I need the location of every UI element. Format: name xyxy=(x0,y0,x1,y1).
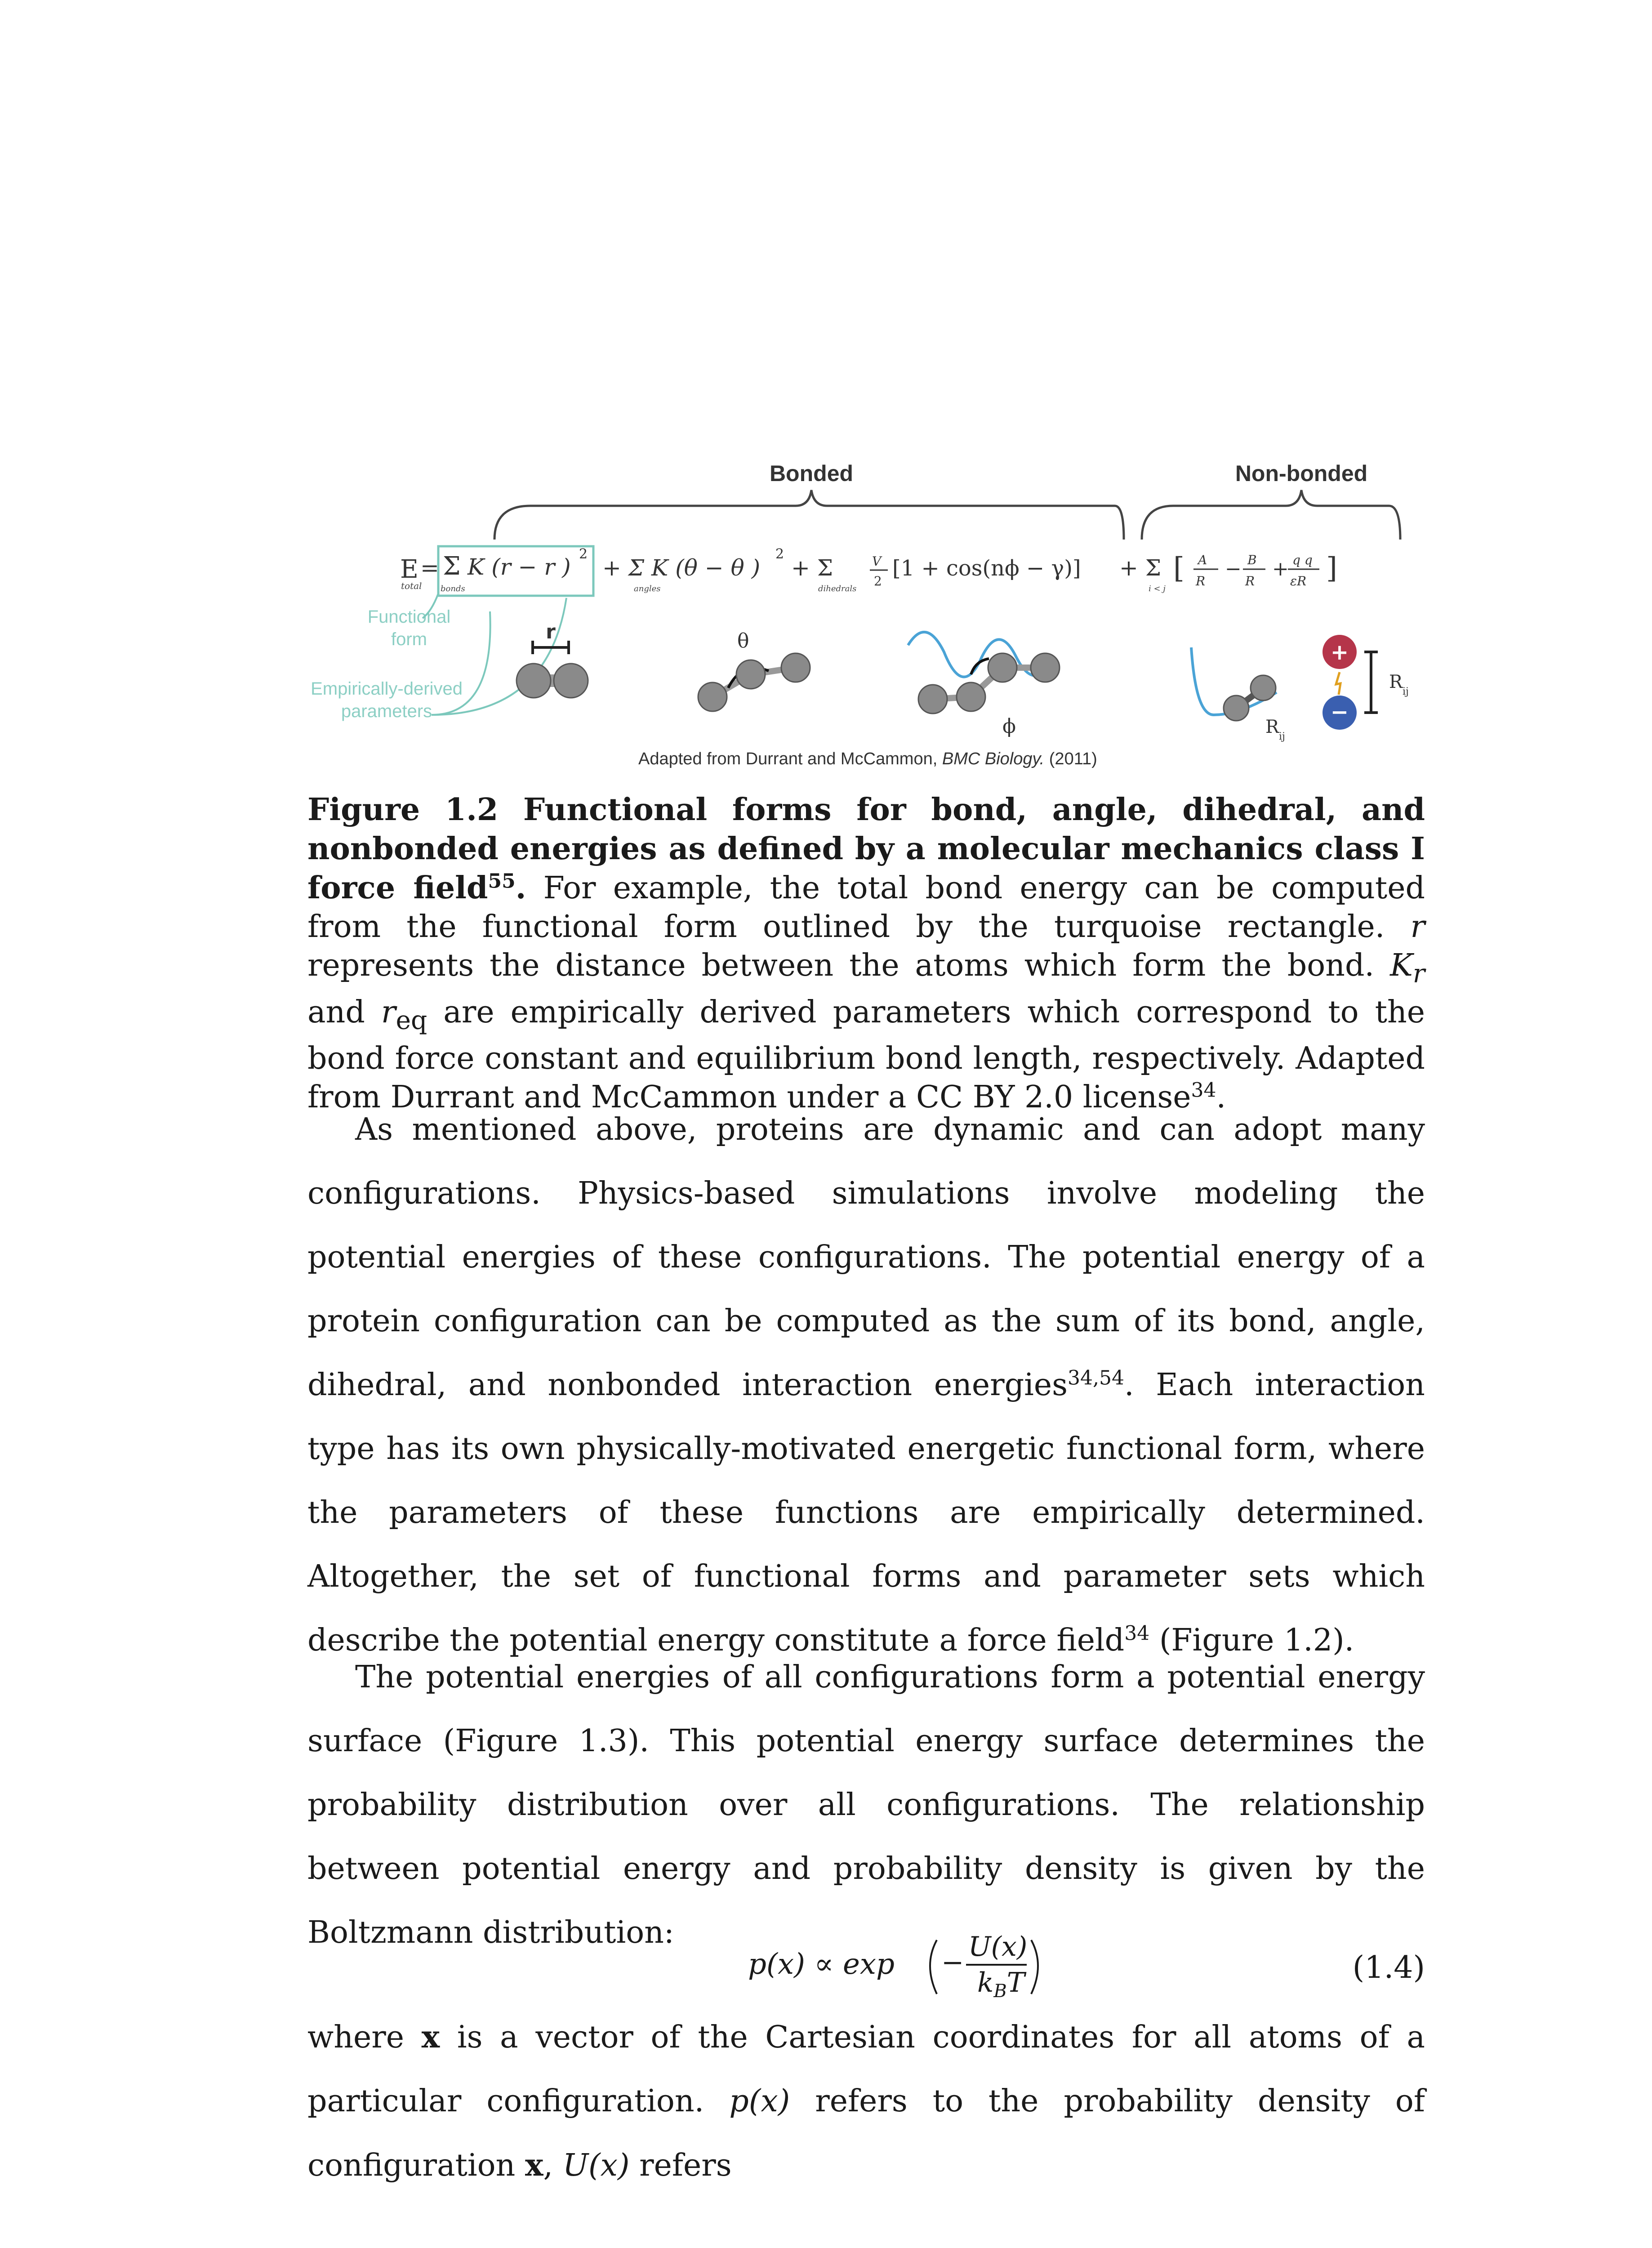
functional-form-label-1: Functional xyxy=(367,607,451,627)
qq-denominator: εR xyxy=(1290,574,1307,589)
lj-atom-2 xyxy=(1251,675,1276,700)
nonbonded-brace xyxy=(1142,490,1400,540)
bij-denominator: R xyxy=(1245,574,1255,589)
p2-text: The potential energies of all configurations form a potential energy surface (Figure 1.3). This potential energy surface determines the probability distribution over all configurations. The relationship between potential energy and probability density is given by the Boltzmann distribution: xyxy=(307,1659,1425,1950)
bond-term: K (r − r ) xyxy=(468,554,571,580)
caption-label: Figure 1.2 xyxy=(307,792,499,828)
sum-bonds: Σ xyxy=(443,552,461,581)
p3-text-a: where xyxy=(307,2020,422,2055)
dihedral-atom-2 xyxy=(957,682,985,711)
etotal-symbol: E xyxy=(400,555,419,584)
plus-sign: + xyxy=(1272,558,1289,580)
attraction-spark xyxy=(1336,672,1340,695)
bond-atom-right xyxy=(554,664,588,698)
figure-source xyxy=(638,749,1097,768)
p3-x-symbol: x xyxy=(421,2019,440,2055)
angle-square: 2 xyxy=(775,546,784,562)
p3-text-e: refers xyxy=(629,2148,732,2183)
caption-kr-sub: r xyxy=(1412,959,1425,989)
denominator-k: k xyxy=(977,1967,994,1998)
vn-fraction-bottom: 2 xyxy=(874,574,882,589)
qq-numerator: q q xyxy=(1292,553,1313,567)
minus-sign: − xyxy=(1225,558,1242,580)
bond-square: 2 xyxy=(579,546,588,562)
equation-number: (1.4) xyxy=(1352,1950,1425,1985)
nonbonded-heading: Non-bonded xyxy=(1235,463,1368,486)
bonded-brace xyxy=(494,490,1124,540)
caption-end: . xyxy=(1216,1079,1226,1115)
p1-text-a: As mentioned above, proteins are dynamic and can adopt many configurations. Physics-based simulations involve modeling the potential energies of these configurations. The potential energy of a protein configuration can be computed as the sum of its bond, angle, dihedral, and nonbonded interaction energies xyxy=(307,1112,1425,1403)
source-year: (2011) xyxy=(1044,749,1097,768)
dihedral-atom-3 xyxy=(988,653,1017,682)
p3-x-symbol-2: x xyxy=(525,2147,543,2183)
empirical-label-1: Empirically-derived xyxy=(311,679,463,699)
left-bracket: [ xyxy=(1173,552,1184,585)
caption-kr-symbol: K xyxy=(1390,948,1413,983)
r-label: r xyxy=(546,620,556,643)
lj-atom-1 xyxy=(1224,696,1249,721)
vn-fraction-top: V xyxy=(872,554,882,569)
caption-req-symbol: r xyxy=(381,994,396,1030)
angle-atom-2 xyxy=(736,660,765,689)
dihedral-atom-1 xyxy=(918,685,947,714)
force-field-illustration xyxy=(297,463,1438,778)
denominator-t: T xyxy=(1006,1967,1025,1998)
bij-numerator: B xyxy=(1247,553,1257,567)
p1-ref-b: 34 xyxy=(1124,1622,1150,1645)
p1-text-b: . Each interaction type has its own physically-motivated energetic functional form, where the parameters of these functions are empirically determined. Altogether, the set of functional forms and parameter sets which describe the potential energy constitute a force field xyxy=(307,1367,1425,1658)
caption-r-symbol: r xyxy=(1410,909,1425,945)
rij-sub-lj: ij xyxy=(1279,731,1285,742)
boltzmann-equation xyxy=(307,1927,1425,2003)
caption-ref-55: 55 xyxy=(488,870,516,893)
right-paren xyxy=(1031,1940,1038,1994)
p3-text-c: refers to the probability density of configuration xyxy=(307,2083,1425,2183)
kr-pointer xyxy=(432,611,490,715)
caption-ref-34: 34 xyxy=(1191,1079,1216,1102)
equation-body xyxy=(712,1927,1162,2003)
plus-sum-pairs: + Σ xyxy=(1119,555,1162,581)
rij-label-coulomb: R xyxy=(1389,672,1403,692)
minus-symbol: − xyxy=(1330,700,1349,725)
phi-label: ϕ xyxy=(1002,715,1016,738)
caption-bold-text: Functional forms for bond, angle, dihedral, and nonbonded energies as defined by a molecular mechanics class I force field xyxy=(307,792,1425,906)
angle-term: + Σ K (θ − θ ) xyxy=(602,555,761,581)
dihedral-atom-4 xyxy=(1031,653,1060,682)
angle-atom-1 xyxy=(698,682,727,711)
rij-sub-coulomb: ij xyxy=(1403,686,1409,697)
negative-sign: − xyxy=(941,1947,964,1978)
figure-caption xyxy=(307,790,1425,1117)
rij-label-lj: R xyxy=(1265,717,1279,737)
plus-sum-dihedral: + Σ xyxy=(791,555,833,581)
denominator-b: B xyxy=(993,1981,1007,2002)
p1-ref-a: 34,54 xyxy=(1068,1366,1124,1390)
p3-p-symbol: p(x) xyxy=(729,2083,790,2119)
p3-u-symbol: U(x) xyxy=(562,2148,630,2183)
aij-numerator: A xyxy=(1198,553,1207,567)
dihedral-term: [1 + cos(nϕ − γ)] xyxy=(892,556,1081,581)
caption-req-sub: eq xyxy=(396,1005,427,1035)
paragraph-definitions xyxy=(307,2005,1425,2198)
caption-bold-period: . xyxy=(515,870,526,906)
equation-lhs: p(x) ∝ exp xyxy=(748,1948,895,1981)
empirical-label-2: parameters xyxy=(341,701,432,721)
functional-form-label-2: form xyxy=(391,629,427,649)
plus-symbol: + xyxy=(1330,640,1349,665)
p1-text-c: (Figure 1.2). xyxy=(1149,1623,1354,1658)
theta-label: θ xyxy=(737,629,749,652)
aij-denominator: R xyxy=(1196,574,1206,589)
bond-atom-left xyxy=(517,664,551,698)
right-bracket: ] xyxy=(1326,552,1337,585)
bonded-heading: Bonded xyxy=(769,463,854,486)
equation-numerator: U(x) xyxy=(968,1931,1028,1963)
pairs-subscript: i < j xyxy=(1149,584,1166,593)
angle-atom-3 xyxy=(781,653,810,682)
caption-text-1: For example, the total bond energy can be computed from the functional form outlined by the turquoise rectangle. xyxy=(307,870,1425,945)
left-paren xyxy=(930,1940,937,1994)
force-field-figure xyxy=(297,463,1438,778)
bonds-subscript: bonds xyxy=(441,584,465,593)
paragraph-potential-energy-surface xyxy=(307,1646,1425,1965)
caption-text-4: are empirically derived parameters which correspond to the bond force constant and equilibrium bond length, respectively. Adapted from Durrant and McCammon under a CC BY 2.0 license xyxy=(307,994,1425,1115)
p3-text-d: , xyxy=(543,2148,563,2183)
angles-subscript: angles xyxy=(634,584,661,593)
paragraph-force-field xyxy=(307,1098,1425,1673)
dihedrals-subscript: dihedrals xyxy=(818,584,857,593)
caption-text-2: represents the distance between the atoms which form the bond. xyxy=(307,948,1390,983)
source-prefix: Adapted from Durrant and McCammon, xyxy=(638,749,942,768)
caption-text-3: and xyxy=(307,994,381,1030)
equals-sign: = xyxy=(420,555,439,581)
p3-text-b: is a vector of the Cartesian coordinates for all atoms of a particular configuration. xyxy=(307,2020,1425,2119)
etotal-subscript: total xyxy=(401,580,422,591)
equation-denominator xyxy=(977,1967,1027,2002)
source-journal: BMC Biology. xyxy=(942,749,1045,768)
